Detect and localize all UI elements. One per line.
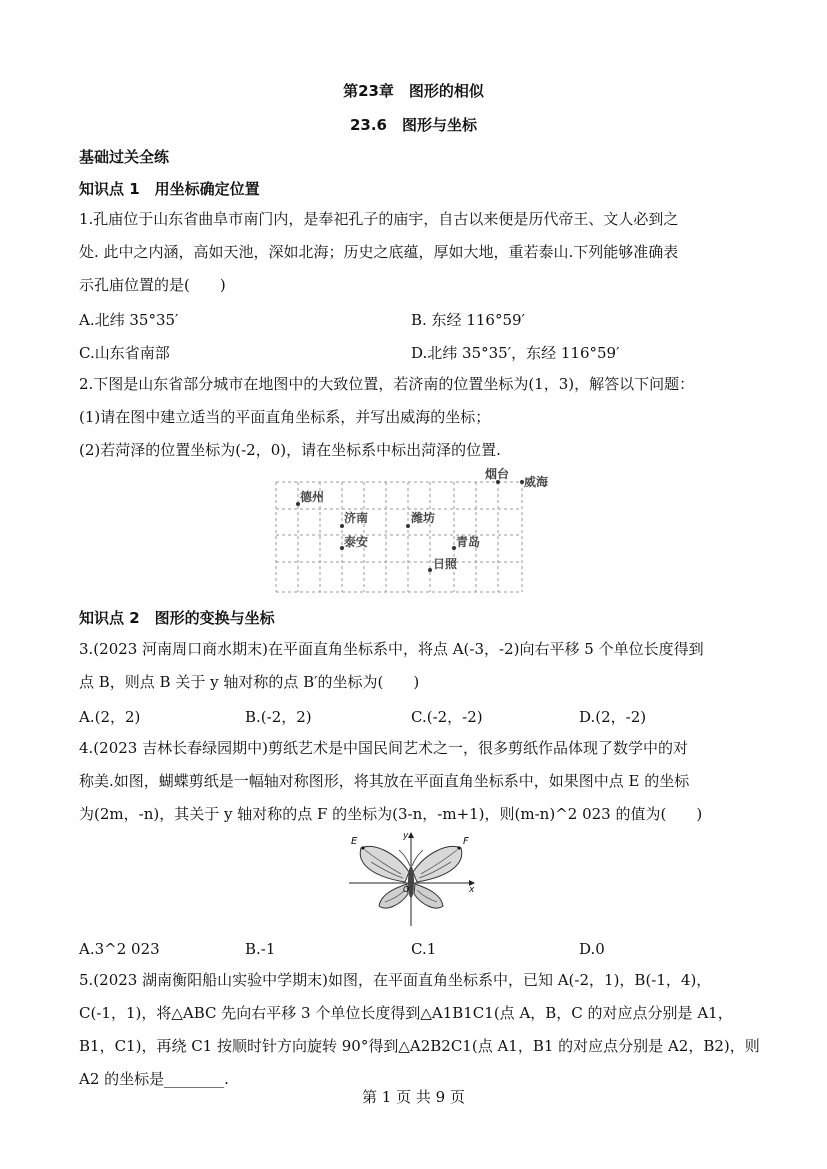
- label-f: F: [463, 836, 469, 847]
- knowledge-point-1: 知识点 1 用坐标确定位置: [79, 180, 260, 198]
- q4-option-c: C.1: [411, 940, 437, 958]
- city-label-qingdao: 青岛: [456, 535, 481, 549]
- q2-line-2: (1)请在图中建立适当的平面直角坐标系，并写出威海的坐标；: [79, 408, 491, 426]
- city-map-figure: [270, 466, 560, 598]
- q3-option-a: A.(2，2): [79, 708, 141, 726]
- q4-line-2: 称美.如图，蝴蝶剪纸是一幅轴对称图形，将其放在平面直角坐标系中，如果图中点 E 的坐标: [79, 772, 690, 790]
- q5-line-4: A2 的坐标是________.: [79, 1070, 229, 1088]
- q5-line-3: B1，C1)，再绕 C1 按顺时针方向旋转 90°得到△A2B2C1(点 A1，B1 的对应点分别是 A2，B2)，则: [79, 1037, 760, 1055]
- chapter-title: 第23章 图形的相似: [343, 82, 484, 100]
- page-footer: 第 1 页 共 9 页: [362, 1088, 465, 1106]
- q1-option-b: B. 东经 116°59′: [411, 311, 525, 329]
- q3-option-d: D.(2，-2): [579, 708, 647, 726]
- knowledge-point-2: 知识点 2 图形的变换与坐标: [79, 609, 275, 627]
- q5-line-1: 5.(2023 湖南衡阳船山实验中学期末)如图，在平面直角坐标系中，已知 A(-2，1)，B(-1，4)，: [79, 971, 712, 989]
- point-f: [457, 846, 460, 849]
- rizhao-point: [428, 568, 432, 572]
- city-label-rizhao: 日照: [433, 557, 458, 571]
- city-label-weifang: 潍坊: [411, 511, 436, 525]
- q4-line-1: 4.(2023 吉林长春绿园期中)剪纸艺术是中国民间艺术之一，很多剪纸作品体现了数学中的对: [79, 739, 688, 757]
- q1-option-a: A.北纬 35°35′: [79, 311, 179, 329]
- butterfly-figure: [345, 828, 481, 928]
- q4-option-a: A.3^2 023: [79, 940, 160, 958]
- label-origin: O: [403, 885, 410, 894]
- q4-line-3: 为(2m，-n)，其关于 y 轴对称的点 F 的坐标为(3-n，-m+1)，则(m-n)^2 023 的值为( ): [79, 805, 703, 823]
- y-axis-arrow-icon: [408, 832, 414, 838]
- label-y: y: [403, 831, 409, 841]
- q1-line-3: 示孔庙位置的是( ): [79, 276, 226, 294]
- weifang-point: [406, 524, 410, 528]
- city-label-dezhou: 德州: [300, 490, 325, 504]
- q3-line-2: 点 B，则点 B 关于 y 轴对称的点 B′的坐标为( ): [79, 673, 420, 691]
- q2-line-1: 2.下图是山东省部分城市在地图中的大致位置，若济南的位置坐标为(1，3)，解答以下问题：: [79, 375, 695, 393]
- q1-option-c: C.山东省南部: [79, 344, 170, 362]
- label-e: E: [351, 836, 358, 847]
- label-x: x: [469, 885, 475, 895]
- city-label-jinan: 济南: [344, 511, 369, 525]
- q4-option-b: B.-1: [245, 940, 276, 958]
- city-label-taian: 泰安: [344, 535, 369, 549]
- q1-line-2: 处. 此中之内涵，高如天池，深如北海；历史之底蕴，厚如大地，重若泰山.下列能够准确表: [79, 243, 679, 261]
- section-title: 23.6 图形与坐标: [349, 116, 477, 134]
- q3-option-c: C.(-2，-2): [411, 708, 483, 726]
- q4-option-d: D.0: [579, 940, 605, 958]
- q1-option-d: D.北纬 35°35′，东经 116°59′: [411, 344, 620, 362]
- q3-option-b: B.(-2，2): [245, 708, 312, 726]
- city-label-yantai: 烟台: [485, 467, 510, 481]
- practice-heading: 基础过关全练: [79, 148, 170, 166]
- q3-line-1: 3.(2023 河南周口商水期末)在平面直角坐标系中，将点 A(-3，-2)向右平移 5 个单位长度得到: [79, 640, 704, 658]
- city-label-weihai: 威海: [524, 475, 549, 489]
- q2-line-3: (2)若菏泽的位置坐标为(-2，0)，请在坐标系中标出菏泽的位置.: [79, 441, 501, 459]
- q5-line-2: C(-1，1)，将△ABC 先向右平移 3 个单位长度得到△A1B1C1(点 A，B，C 的对应点分别是 A1，: [79, 1004, 733, 1022]
- q1-line-1: 1.孔庙位于山东省曲阜市南门内，是奉祀孔子的庙宇，自古以来便是历代帝王、文人必到之: [79, 210, 679, 228]
- point-e: [361, 846, 364, 849]
